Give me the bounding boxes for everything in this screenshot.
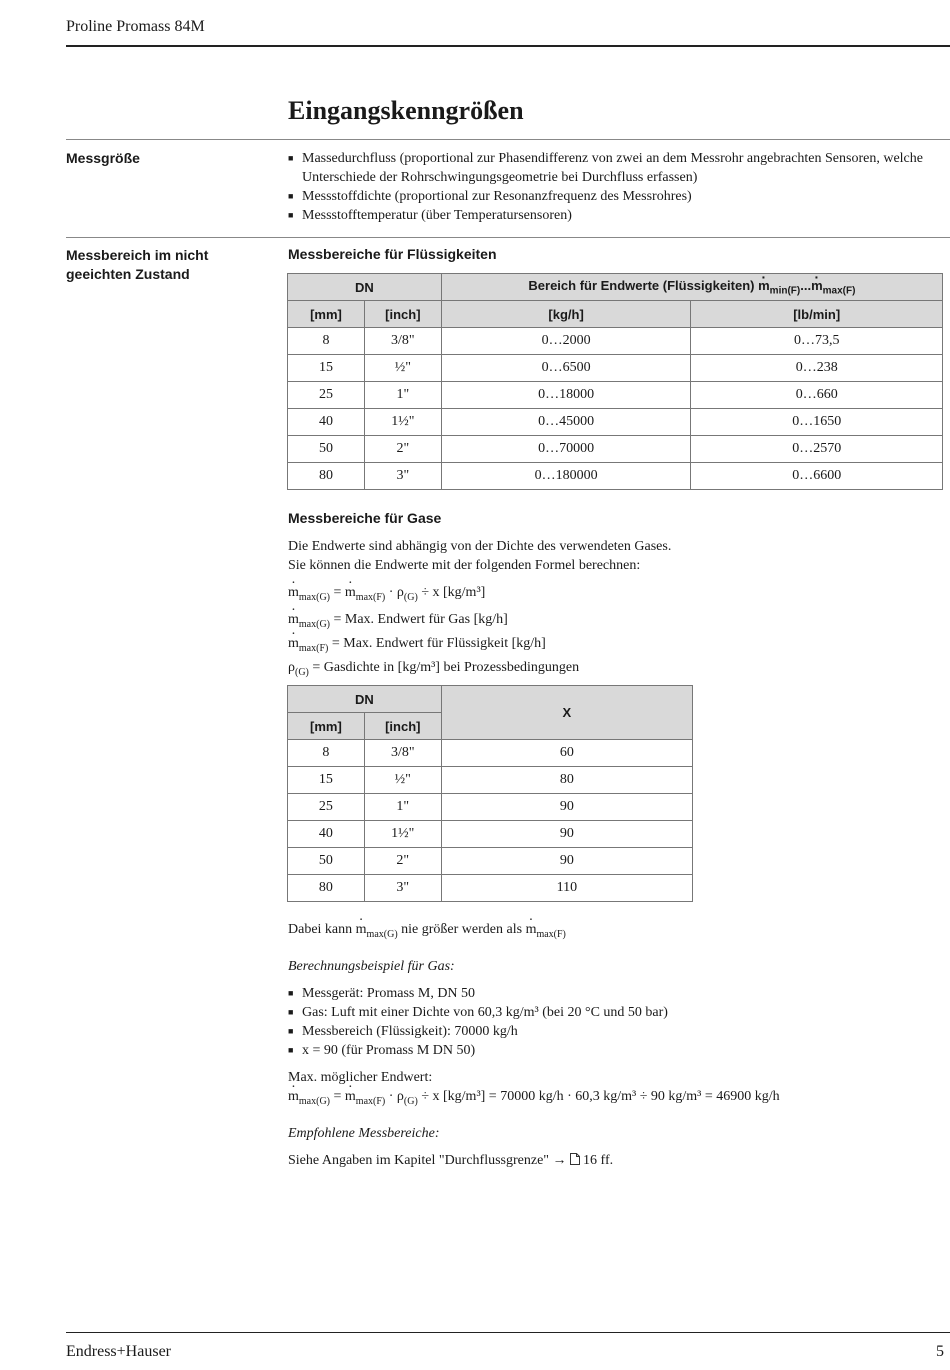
table-cell: 50 (288, 436, 365, 463)
sub-maxg: max(G) (366, 928, 398, 940)
table-row (288, 355, 943, 382)
definition-line (288, 610, 579, 634)
list-item: ■ Massedurchfluss (proportional zur Phasendifferenz von zwei an dem Messrohr angebrachten Sensoren, welche Unterschiede der Rohrschwingungsgeometrie bei Durchfluss erfassen) (288, 149, 928, 187)
example-formula: $m \cdot_{max(G)} = m \cdot_{max(F)} \cdot \rho_{(G)} \div x$ [kg/m³] = 70000 kg/h · 60,3 kg/m³ ÷ 90 kg/m³ = 46900 kg/h (288, 1087, 780, 1111)
list-item: ■ x = 90 (für Promass M DN 50) (288, 1041, 928, 1060)
messbereich-label-line1: Messbereich im nicht (66, 247, 209, 263)
formula-tail: ÷ x [kg/m³] (417, 585, 486, 600)
table-cell: 90 (441, 848, 692, 875)
max-endwert-label: Max. möglicher Endwert: (288, 1070, 433, 1085)
header-rule (66, 45, 950, 47)
table-header-x: X (441, 686, 692, 740)
table-row (288, 382, 943, 409)
table-cell: 80 (288, 875, 365, 902)
table-cell: ½" (364, 355, 441, 382)
gases-heading: Messbereiche für Gase (288, 510, 442, 526)
table-cell: 0…660 (691, 382, 943, 409)
table-row (288, 436, 943, 463)
table-row (288, 875, 693, 902)
table-row (288, 821, 693, 848)
formula-definitions (288, 610, 579, 681)
table-cell: 2" (364, 848, 441, 875)
table-row (288, 740, 693, 767)
table-row (288, 794, 693, 821)
liquids-table (287, 273, 943, 490)
list-item: ■ Messstoffdichte (proportional zur Resonanzfrequenz des Messrohres) (288, 187, 928, 206)
page-title: Eingangskenngrößen (288, 96, 524, 125)
table-cell: 8 (288, 740, 365, 767)
list-item: ■ Gas: Luft mit einer Dichte von 60,3 kg/m³ (bei 20 °C und 50 bar) (288, 1003, 928, 1022)
table-cell: 3/8" (364, 740, 441, 767)
header-title: Proline Promass 84M (66, 18, 205, 35)
recommend-heading: Empfohlene Messbereiche: (288, 1126, 440, 1141)
sub-g: (G) (295, 666, 309, 678)
mass-flow-symbol: m · (345, 1087, 356, 1106)
ellipsis: ... (800, 277, 812, 293)
definition-text: = Gasdichte in [kg/m³] bei Prozessbedingungen (308, 659, 580, 675)
table-cell: 40 (288, 821, 365, 848)
rho-symbol: ρ (396, 1089, 404, 1104)
table-cell: 1" (364, 794, 441, 821)
table-cell: 3" (364, 875, 441, 902)
sub-g: (G) (403, 591, 418, 603)
messbereich-label-line2: geeichten Zustand (66, 266, 190, 282)
table-row (288, 767, 693, 794)
page-reference-icon (570, 1152, 580, 1171)
table-cell: 0…6500 (441, 355, 691, 382)
definition-line (288, 658, 579, 682)
liquids-heading: Messbereiche für Flüssigkeiten (288, 246, 497, 262)
mass-flow-symbol: m · (288, 610, 299, 629)
table-cell: 80 (288, 463, 365, 490)
unit-header: [mm] (288, 301, 365, 328)
mass-flow-symbol: m · (288, 583, 299, 602)
example-heading: Berechnungsbeispiel für Gas: (288, 959, 455, 974)
table-row (288, 328, 943, 355)
mass-flow-symbol: m · (345, 583, 356, 602)
table-cell: 25 (288, 794, 365, 821)
table-cell: 110 (441, 875, 692, 902)
table-cell: 0…70000 (441, 436, 691, 463)
mass-flow-symbol: m · (356, 920, 367, 939)
table-cell: 0…45000 (441, 409, 691, 436)
table-cell: 3/8" (364, 328, 441, 355)
footer-company: Endress+Hauser (66, 1343, 171, 1360)
example-list (288, 984, 928, 1060)
gases-intro-line1: Die Endwerte sind abhängig von der Dichte des verwendeten Gases. (288, 539, 672, 554)
recommend-text (288, 1151, 613, 1171)
list-item: ■ Messstofftemperatur (über Temperatursensoren) (288, 206, 928, 225)
table-cell: 0…6600 (691, 463, 943, 490)
unit-header: [mm] (288, 713, 365, 740)
recommend-page-link[interactable]: 16 ff. (583, 1153, 614, 1168)
definition-text: = Max. Endwert für Gas [kg/h] (330, 612, 508, 627)
table-header-range (441, 274, 942, 301)
formula-tail: ÷ x [kg/m³] = 70000 kg/h · 60,3 kg/m³ ÷ 90 kg/m³ = 46900 kg/h (417, 1089, 780, 1104)
table-cell: 25 (288, 382, 365, 409)
sub-maxg: max(G) (298, 591, 330, 603)
table-cell: 1½" (364, 821, 441, 848)
gas-formula: $m \cdot_{max(G)} = m \cdot_{max(F)} \cdot \rho_{(G)} \div x$ [kg/m³] (288, 583, 485, 607)
table-cell: 2" (364, 436, 441, 463)
table-cell: 1½" (364, 409, 441, 436)
sub-g: (G) (403, 1095, 418, 1107)
sub-maxf: max(F) (355, 591, 386, 603)
unit-header: [inch] (364, 713, 441, 740)
mass-flow-symbol: m · (288, 1087, 299, 1106)
table-cell: 3" (364, 463, 441, 490)
messgroesse-list (288, 149, 928, 225)
table-cell: 0…238 (691, 355, 943, 382)
mass-flow-symbol: m · (811, 278, 823, 293)
table-header-dn: DN (288, 686, 442, 713)
sub-maxf: max(F) (355, 1095, 386, 1107)
mass-flow-symbol: m · (758, 278, 770, 293)
sub-min: min(F) (769, 285, 801, 297)
table-cell: 0…18000 (441, 382, 691, 409)
range-header-prefix: Bereich für Endwerte (Flüssigkeiten) (528, 277, 759, 293)
rho-symbol: ρ (396, 585, 404, 600)
section-rule (66, 237, 950, 238)
table-cell: 15 (288, 767, 365, 794)
table-cell: 0…2570 (691, 436, 943, 463)
table-cell: ½" (364, 767, 441, 794)
messgroesse-label: Messgröße (66, 150, 140, 166)
table-cell: 8 (288, 328, 365, 355)
unit-header: [lb/min] (691, 301, 943, 328)
table-cell: 60 (441, 740, 692, 767)
table-header-dn: DN (288, 274, 442, 301)
table-cell: 0…2000 (441, 328, 691, 355)
mass-flow-symbol: m · (526, 920, 537, 939)
definition-line (288, 634, 579, 658)
messbereich-label (66, 246, 208, 284)
table-row (288, 848, 693, 875)
note-middle: nie größer werden als (397, 922, 526, 937)
sub-max: max(F) (822, 285, 856, 297)
table-cell: 0…1650 (691, 409, 943, 436)
list-item: ■ Messbereich (Flüssigkeit): 70000 kg/h (288, 1022, 928, 1041)
table-cell: 90 (441, 821, 692, 848)
sub-maxf: max(F) (536, 928, 566, 940)
gas-note (288, 920, 566, 944)
mass-flow-symbol: m · (288, 634, 299, 653)
note-prefix: Dabei kann (288, 922, 356, 937)
sub-maxg: max(G) (298, 1095, 330, 1107)
definition-text: = Max. Endwert für Flüssigkeit [kg/h] (328, 635, 546, 651)
table-cell: 80 (441, 767, 692, 794)
table-row (288, 409, 943, 436)
unit-header: [kg/h] (441, 301, 691, 328)
section-rule (66, 139, 950, 140)
table-row (288, 463, 943, 490)
table-cell: 1" (364, 382, 441, 409)
table-cell: 50 (288, 848, 365, 875)
table-cell: 15 (288, 355, 365, 382)
unit-header: [inch] (364, 301, 441, 328)
sub-maxf: max(F) (298, 642, 329, 654)
gas-x-table (287, 685, 693, 902)
sub-maxg: max(G) (298, 618, 330, 630)
table-cell: 0…73,5 (691, 328, 943, 355)
footer-rule (66, 1332, 950, 1333)
list-item: ■ Messgerät: Promass M, DN 50 (288, 984, 928, 1003)
table-cell: 0…180000 (441, 463, 691, 490)
table-cell: 40 (288, 409, 365, 436)
page-number: 5 (936, 1343, 944, 1360)
gases-intro (288, 537, 671, 575)
gases-intro-line2: Sie können die Endwerte mit der folgenden Formel berechnen: (288, 558, 641, 573)
recommend-prefix: Siehe Angaben im Kapitel "Durchflussgrenze" → (288, 1153, 571, 1168)
rho-symbol: ρ (288, 659, 295, 675)
table-cell: 90 (441, 794, 692, 821)
